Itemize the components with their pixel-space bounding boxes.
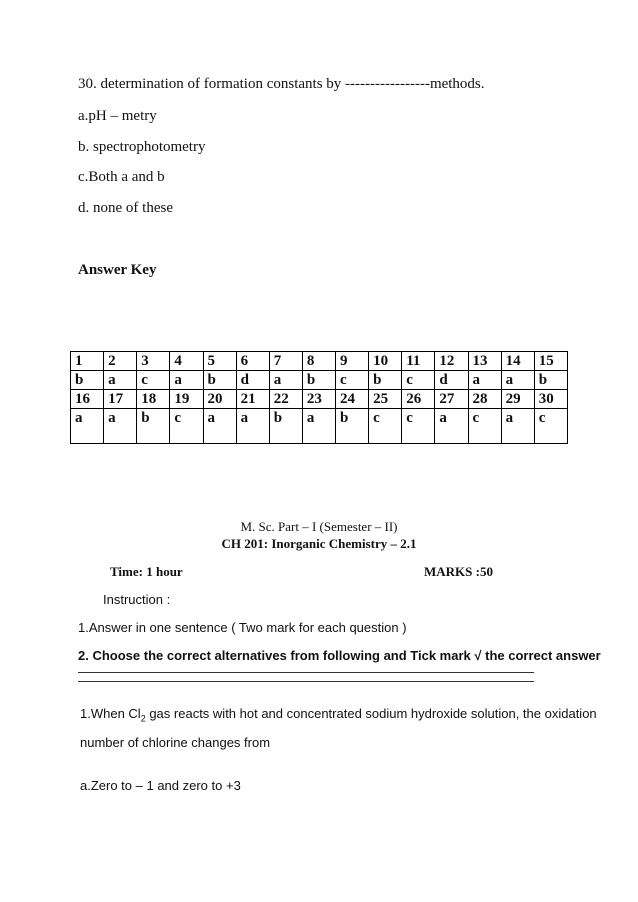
key-answer-cell: c — [137, 371, 170, 390]
key-number-cell: 12 — [435, 352, 468, 371]
key-number-cell: 8 — [302, 352, 335, 371]
key-number-cell: 5 — [203, 352, 236, 371]
key-answer-cell: a — [104, 371, 137, 390]
key-answer-cell: a — [501, 409, 534, 444]
key-number-cell: 11 — [402, 352, 435, 371]
instruction-2: 2. Choose the correct alternatives from following and Tick mark √ the correct answer — [78, 648, 601, 663]
key-number-cell: 25 — [369, 390, 402, 409]
question-30-text: 30. determination of formation constants by -----------------methods. — [78, 76, 485, 92]
answer-key-table — [70, 351, 568, 444]
key-number-cell: 1 — [71, 352, 104, 371]
key-answer-cell: c — [336, 371, 369, 390]
key-answer-cell: b — [203, 371, 236, 390]
key-answer-cell: d — [435, 371, 468, 390]
question-1-option-a: a.Zero to – 1 and zero to +3 — [80, 778, 241, 793]
key-answer-cell: a — [269, 371, 302, 390]
exam-time: Time: 1 hour — [110, 564, 183, 579]
key-answer-cell: b — [137, 409, 170, 444]
key-number-cell: 20 — [203, 390, 236, 409]
key-answer-cell: b — [269, 409, 302, 444]
exam-marks: MARKS :50 — [424, 564, 493, 579]
exam-course-line: M. Sc. Part – I (Semester – II) — [240, 519, 398, 534]
key-answer-cell: c — [170, 409, 203, 444]
key-number-cell: 24 — [336, 390, 369, 409]
key-number-cell: 21 — [236, 390, 269, 409]
key-number-cell: 16 — [71, 390, 104, 409]
answer-key-title: Answer Key — [78, 262, 157, 278]
key-answer-cell: c — [369, 409, 402, 444]
key-answer-cell: a — [435, 409, 468, 444]
key-number-cell: 13 — [468, 352, 501, 371]
key-number-cell: 23 — [302, 390, 335, 409]
key-number-cell: 2 — [104, 352, 137, 371]
exam-paper-title: CH 201: Inorganic Chemistry – 2.1 — [221, 536, 417, 551]
key-number-cell: 14 — [501, 352, 534, 371]
question-30-option-d: d. none of these — [78, 200, 173, 216]
key-number-cell: 7 — [269, 352, 302, 371]
key-answer-cell: b — [71, 371, 104, 390]
key-number-cell: 17 — [104, 390, 137, 409]
double-rule-divider — [78, 672, 534, 682]
question-1-line-2: number of chlorine changes from — [80, 735, 271, 750]
answer-key-row-answers-1 — [71, 371, 568, 390]
question-1-prefix: 1.When Cl — [80, 706, 141, 721]
key-number-cell: 15 — [534, 352, 567, 371]
chlorine-subscript: 2 — [140, 713, 146, 724]
key-answer-cell: a — [302, 409, 335, 444]
key-answer-cell: a — [501, 371, 534, 390]
question-30-option-a: a.pH – metry — [78, 108, 157, 124]
key-number-cell: 29 — [501, 390, 534, 409]
answer-key-row-numbers-2 — [71, 390, 568, 409]
key-number-cell: 4 — [170, 352, 203, 371]
key-answer-cell: c — [534, 409, 567, 444]
key-answer-cell: d — [236, 371, 269, 390]
key-answer-cell: b — [336, 409, 369, 444]
instruction-label: Instruction : — [103, 592, 171, 607]
answer-key-row-numbers-1 — [71, 352, 568, 371]
key-answer-cell: c — [402, 371, 435, 390]
key-number-cell: 22 — [269, 390, 302, 409]
key-answer-cell: c — [468, 409, 501, 444]
key-number-cell: 30 — [534, 390, 567, 409]
key-number-cell: 9 — [336, 352, 369, 371]
key-answer-cell: a — [170, 371, 203, 390]
key-answer-cell: b — [369, 371, 402, 390]
answer-key-row-answers-2 — [71, 409, 568, 444]
instruction-1: 1.Answer in one sentence ( Two mark for each question ) — [78, 620, 407, 635]
key-number-cell: 28 — [468, 390, 501, 409]
question-1-suffix: gas reacts with hot and concentrated sodium hydroxide solution, the oxidation — [145, 706, 597, 721]
key-number-cell: 10 — [369, 352, 402, 371]
key-answer-cell: c — [402, 409, 435, 444]
key-number-cell: 26 — [402, 390, 435, 409]
key-answer-cell: a — [71, 409, 104, 444]
key-answer-cell: b — [534, 371, 567, 390]
key-answer-cell: b — [302, 371, 335, 390]
key-answer-cell: a — [468, 371, 501, 390]
key-number-cell: 6 — [236, 352, 269, 371]
key-answer-cell: a — [236, 409, 269, 444]
question-30-option-b: b. spectrophotometry — [78, 139, 206, 155]
key-answer-cell: a — [203, 409, 236, 444]
key-number-cell: 19 — [170, 390, 203, 409]
key-number-cell: 18 — [137, 390, 170, 409]
question-30-option-c: c.Both a and b — [78, 169, 165, 185]
key-answer-cell: a — [104, 409, 137, 444]
key-number-cell: 27 — [435, 390, 468, 409]
question-1-line-1 — [80, 706, 597, 724]
key-number-cell: 3 — [137, 352, 170, 371]
